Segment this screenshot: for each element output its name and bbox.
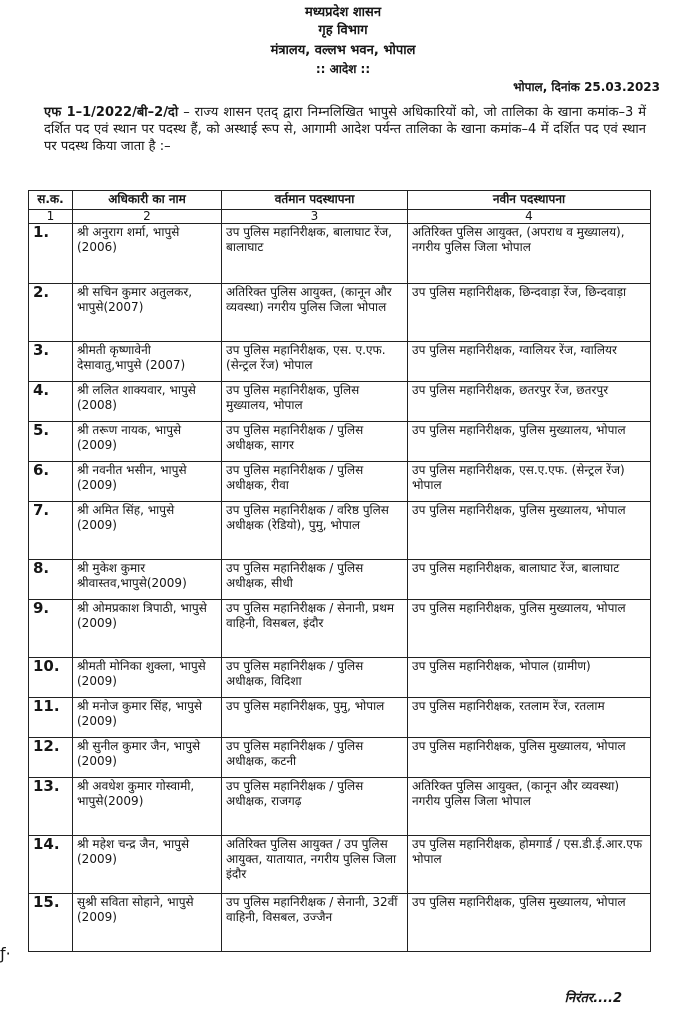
posting-table (28, 190, 651, 952)
new-posting: उप पुलिस महानिरीक्षक, छतरपुर रेंज, छतरपुर (408, 382, 651, 422)
current-posting: अतिरिक्त पुलिस आयुक्त / उप पुलिस आयुक्त, यातायात, नगरीय पुलिस जिला इंदौर (222, 836, 408, 894)
current-posting: उप पुलिस महानिरीक्षक / पुलिस अधीक्षक, रीवा (222, 462, 408, 502)
col-number: 1 (29, 210, 73, 224)
officer-name: श्री अनुराग शर्मा, भापुसे (2006) (73, 224, 222, 284)
officer-name: श्री सचिन कुमार अतुलकर, भापुसे(2007) (73, 284, 222, 342)
office-address: मंत्रालय, वल्लभ भवन, भोपाल (270, 43, 416, 58)
continued-note: निरंतर....2 (564, 991, 622, 1006)
serial-number: 13. (29, 778, 73, 836)
new-posting: उप पुलिस महानिरीक्षक, छिन्दवाड़ा रेंज, छिन्दवाड़ा (408, 284, 651, 342)
date-line: भोपाल, दिनांक 25.03.2023 (513, 80, 660, 94)
govt-title: मध्यप्रदेश शासन (304, 5, 382, 20)
officer-name: सुश्री सविता सोहाने, भापुसे (2009) (73, 894, 222, 952)
officer-name: श्री महेश चन्द्र जैन, भापुसे (2009) (73, 836, 222, 894)
current-posting: उप पुलिस महानिरीक्षक / पुलिस अधीक्षक, राजगढ़ (222, 778, 408, 836)
column-number-row (29, 210, 651, 224)
new-posting: उप पुलिस महानिरीक्षक, एस.ए.एफ. (सेन्ट्रल रेंज) भोपाल (408, 462, 651, 502)
table-row (29, 224, 651, 284)
new-posting: उप पुलिस महानिरीक्षक, पुलिस मुख्यालय, भोपाल (408, 600, 651, 658)
col-number: 4 (408, 210, 651, 224)
new-posting: अतिरिक्त पुलिस आयुक्त, (अपराध व मुख्यालय), नगरीय पुलिस जिला भोपाल (408, 224, 651, 284)
serial-number: 12. (29, 738, 73, 778)
serial-number: 9. (29, 600, 73, 658)
current-posting: अतिरिक्त पुलिस आयुक्त, (कानून और व्यवस्था) नगरीय पुलिस जिला भोपाल (222, 284, 408, 342)
table-row (29, 342, 651, 382)
officer-name: श्री मनोज कुमार सिंह, भापुसे (2009) (73, 698, 222, 738)
officer-name: श्रीमती कृष्णावेनी देसावातु,भापुसे (2007) (73, 342, 222, 382)
order-heading: :: आदेश :: (315, 62, 371, 76)
serial-number: 6. (29, 462, 73, 502)
current-posting: उप पुलिस महानिरीक्षक / पुलिस अधीक्षक, सागर (222, 422, 408, 462)
intro-text: – राज्य शासन एतद् द्वारा निम्नलिखित भापुसे अधिकारियों को, जो तालिका के खाना कमांक–3 में दर्शित पद एवं स्थान पर पदस्थ हैं, को अस्थाई रूप से, आगामी आदेश पर्यन्त तालिका के खाना कमांक–4 में दर्शित पद एवं स्थान पर पदस्थ किया जाता है :– (44, 105, 646, 154)
officer-name: श्री ओमप्रकाश त्रिपाठी, भापुसे (2009) (73, 600, 222, 658)
officer-name: श्री अमित सिंह, भापुसे (2009) (73, 502, 222, 560)
serial-number: 2. (29, 284, 73, 342)
current-posting: उप पुलिस महानिरीक्षक / सेनानी, 32वीं वाहिनी, विसबल, उज्जैन (222, 894, 408, 952)
current-posting: उप पुलिस महानिरीक्षक / पुलिस अधीक्षक, कटनी (222, 738, 408, 778)
serial-number: 1. (29, 224, 73, 284)
current-posting: उप पुलिस महानिरीक्षक / वरिष्ठ पुलिस अधीक्षक (रेडियो), पुमु, भोपाल (222, 502, 408, 560)
intro-paragraph (44, 104, 646, 155)
table-body (29, 224, 651, 952)
officer-name: श्री तरूण नायक, भापुसे (2009) (73, 422, 222, 462)
serial-number: 4. (29, 382, 73, 422)
officer-name: श्री नवनीत भसीन, भापुसे (2009) (73, 462, 222, 502)
table-header-row (29, 191, 651, 210)
officer-name: श्री सुनील कुमार जैन, भापुसे (2009) (73, 738, 222, 778)
table-row (29, 284, 651, 342)
new-posting: उप पुलिस महानिरीक्षक, पुलिस मुख्यालय, भोपाल (408, 422, 651, 462)
new-posting: उप पुलिस महानिरीक्षक, रतलाम रेंज, रतलाम (408, 698, 651, 738)
table-row (29, 600, 651, 658)
table-row (29, 658, 651, 698)
current-posting: उप पुलिस महानिरीक्षक, एस. ए.एफ. (सेन्ट्रल रेंज) भोपाल (222, 342, 408, 382)
serial-number: 5. (29, 422, 73, 462)
new-posting: उप पुलिस महानिरीक्षक, होमगार्ड / एस.डी.ई.आर.एफ भोपाल (408, 836, 651, 894)
col-number: 2 (73, 210, 222, 224)
table-row (29, 462, 651, 502)
officer-name: श्री ललित शाक्यवार, भापुसे (2008) (73, 382, 222, 422)
new-posting: उप पुलिस महानिरीक्षक, पुलिस मुख्यालय, भोपाल (408, 894, 651, 952)
new-posting: अतिरिक्त पुलिस आयुक्त, (कानून और व्यवस्था) नगरीय पुलिस जिला भोपाल (408, 778, 651, 836)
department-title: गृह विभाग (318, 23, 368, 38)
serial-number: 3. (29, 342, 73, 382)
table-row (29, 382, 651, 422)
new-posting: उप पुलिस महानिरीक्षक, पुलिस मुख्यालय, भोपाल (408, 738, 651, 778)
new-posting: उप पुलिस महानिरीक्षक, बालाघाट रेंज, बालाघाट (408, 560, 651, 600)
new-posting: उप पुलिस महानिरीक्षक, ग्वालियर रेंज, ग्वालियर (408, 342, 651, 382)
col-header-sn: स.क. (29, 191, 73, 210)
col-header-new: नवीन पदस्थापना (408, 191, 651, 210)
table-row (29, 836, 651, 894)
officer-name: श्री अवधेश कुमार गोस्वामी, भापुसे(2009) (73, 778, 222, 836)
table-row (29, 778, 651, 836)
serial-number: 10. (29, 658, 73, 698)
table-row (29, 738, 651, 778)
current-posting: उप पुलिस महानिरीक्षक, पुलिस मुख्यालय, भोपाल (222, 382, 408, 422)
serial-number: 7. (29, 502, 73, 560)
current-posting: उप पुलिस महानिरीक्षक / सेनानी, प्रथम वाहिनी, विसबल, इंदौर (222, 600, 408, 658)
table-row (29, 894, 651, 952)
officer-name: श्री मुकेश कुमार श्रीवास्तव,भापुसे(2009) (73, 560, 222, 600)
table-row (29, 698, 651, 738)
col-header-name: अधिकारी का नाम (73, 191, 222, 210)
current-posting: उप पुलिस महानिरीक्षक / पुलिस अधीक्षक, सीधी (222, 560, 408, 600)
table-row (29, 502, 651, 560)
margin-scribble: ƒ· (0, 944, 11, 963)
current-posting: उप पुलिस महानिरीक्षक, पुमु, भोपाल (222, 698, 408, 738)
serial-number: 8. (29, 560, 73, 600)
current-posting: उप पुलिस महानिरीक्षक, बालाघाट रेंज, बालाघाट (222, 224, 408, 284)
officer-name: श्रीमती मोनिका शुक्ला, भापुसे (2009) (73, 658, 222, 698)
table-row (29, 422, 651, 462)
current-posting: उप पुलिस महानिरीक्षक / पुलिस अधीक्षक, विदिशा (222, 658, 408, 698)
serial-number: 11. (29, 698, 73, 738)
table-row (29, 560, 651, 600)
col-header-current: वर्तमान पदस्थापना (222, 191, 408, 210)
new-posting: उप पुलिस महानिरीक्षक, पुलिस मुख्यालय, भोपाल (408, 502, 651, 560)
serial-number: 14. (29, 836, 73, 894)
order-reference: एफ 1–1/2022/बी–2/दो (44, 105, 179, 120)
serial-number: 15. (29, 894, 73, 952)
new-posting: उप पुलिस महानिरीक्षक, भोपाल (ग्रामीण) (408, 658, 651, 698)
col-number: 3 (222, 210, 408, 224)
